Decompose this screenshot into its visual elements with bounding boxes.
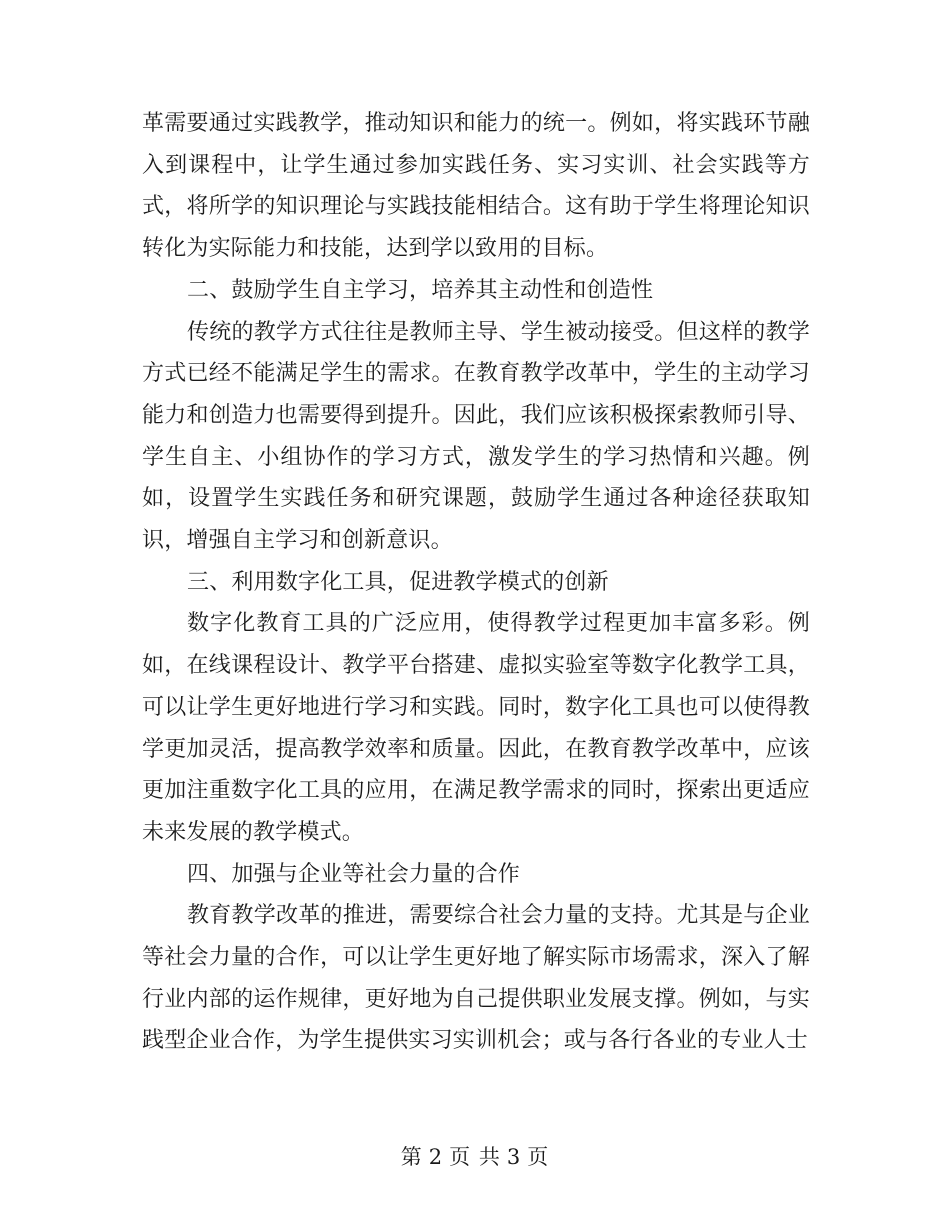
section-heading-3: 三、利用数字化工具，促进教学模式的创新 [187, 569, 609, 595]
page-footer [0, 1141, 950, 1171]
footer-page-number: 2 [428, 1145, 444, 1169]
paragraph-section-2: 传统的教学方式往往是教师主导、学生被动接受。但这样的教学方式已经不能满足学生的需求。在教育教学改革中，学生的主动学习能力和创造力也需要得到提升。因此，我们应该积极探索教师引导、学生自主、小组协作的学习方式，激发学生的学习热情和兴趣。例如，设置学生实践任务和研究课题，鼓励学生通过各种途径获取知识，增强自主学习和创新意识。 [142, 319, 810, 554]
document-body [142, 103, 810, 1062]
section-heading-2: 二、鼓励学生自主学习，培养其主动性和创造性 [187, 277, 654, 303]
footer-prefix: 第 [400, 1145, 423, 1169]
footer-suffix: 页 [527, 1145, 550, 1169]
paragraph-section-4: 教育教学改革的推进，需要综合社会力量的支持。尤其是与企业等社会力量的合作，可以让学生更好地了解实际市场需求，深入了解行业内部的运作规律，更好地为自己提供职业发展支撑。例如，与实践型企业合作，为学生提供实习实训机会；或与各行各业的专业人士 [142, 903, 810, 1054]
footer-middle: 页 共 [449, 1145, 501, 1169]
paragraph-continuation: 革需要通过实践教学，推动知识和能力的统一。例如，将实践环节融入到课程中，让学生通过参加实践任务、实习实训、社会实践等方式，将所学的知识理论与实践技能相结合。这有助于学生将理论知识转化为实际能力和技能，达到学以致用的目标。 [142, 111, 810, 262]
paragraph-section-3: 数字化教育工具的广泛应用，使得教学过程更加丰富多彩。例如，在线课程设计、教学平台搭建、虚拟实验室等数字化教学工具，可以让学生更好地进行学习和实践。同时，数字化工具也可以使得教学更加灵活，提高教学效率和质量。因此，在教育教学改革中，应该更加注重数字化工具的应用，在满足教学需求的同时，探索出更适应未来发展的教学模式。 [142, 611, 810, 845]
section-heading-4: 四、加强与企业等社会力量的合作 [187, 861, 521, 887]
footer-total-pages: 3 [506, 1145, 522, 1169]
